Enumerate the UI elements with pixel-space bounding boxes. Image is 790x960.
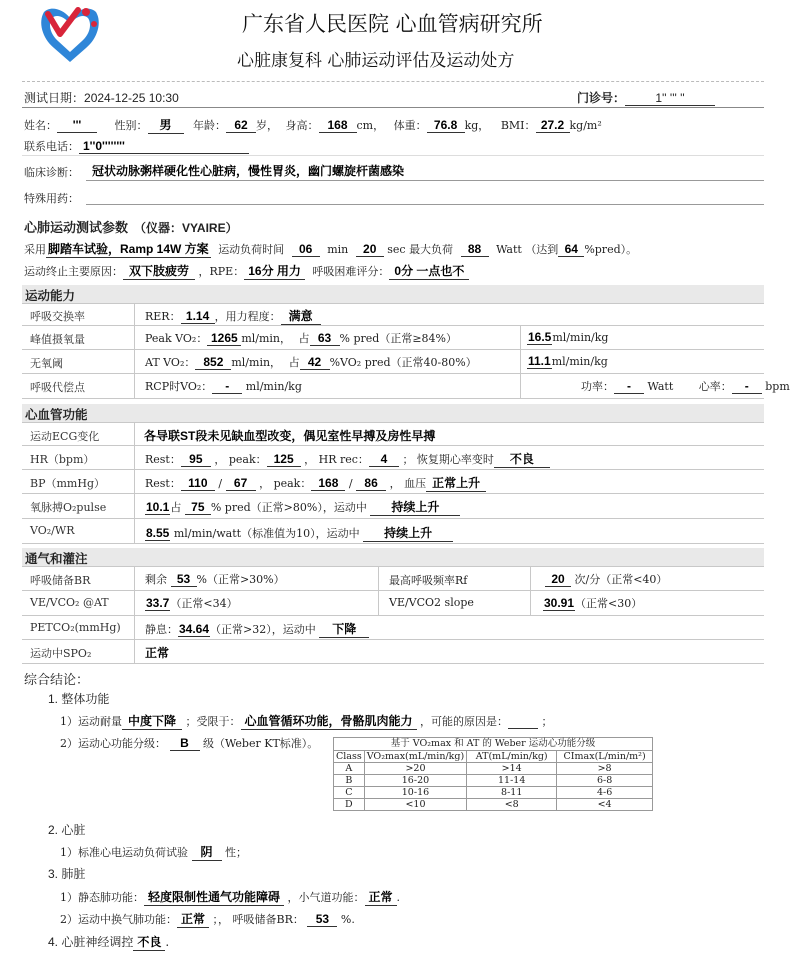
br-row	[22, 566, 764, 591]
s3-2b: ；， 呼吸储备BR：	[212, 913, 304, 926]
peak-row	[22, 326, 764, 350]
s1-2a: 2）运动心功能分级：	[60, 737, 166, 750]
vowr-cell	[134, 519, 764, 543]
dyspnea-value: 0分 一点也不	[389, 262, 469, 280]
hr-row-label: HR（bpm）	[30, 453, 95, 466]
power-label: 功率：	[581, 380, 614, 393]
max-load: 88	[461, 242, 489, 257]
hr-rec-suffix: ； 恢复期心率变时	[402, 453, 494, 466]
medication-row	[24, 190, 79, 206]
slope-label: VE/VCO2 slope	[389, 596, 474, 609]
divider-top	[22, 81, 764, 82]
bp-row	[22, 470, 764, 494]
o2pulse-norm: % pred（正常>80%），运动中	[210, 501, 367, 514]
bp-content	[145, 474, 486, 492]
conclusion-s3: 3. 肺脏	[48, 867, 86, 881]
veat-norm: （正常<34）	[170, 597, 238, 610]
hospital-title: 广东省人民医院 心血管病研究所	[242, 12, 543, 36]
bp-peak-s: 168	[311, 476, 345, 491]
weber-cell: 6-8	[557, 775, 653, 787]
duration-sec: 20	[356, 242, 384, 257]
weber-cell: 10-16	[364, 787, 466, 799]
weber-cell: A	[334, 763, 365, 775]
duration-min: 06	[292, 242, 320, 257]
petco2-cell	[134, 616, 764, 639]
vowr-content	[145, 524, 453, 542]
bp-peak-d: 86	[356, 476, 386, 491]
br-2: 53	[307, 912, 337, 927]
hr-label: 心率：	[698, 380, 732, 393]
petco2-trend: 下降	[319, 620, 369, 638]
s1-2b: 级（Weber KT标准）。	[203, 737, 319, 750]
bmi-unit: kg/m²	[569, 119, 602, 132]
s3-2c: %.	[340, 913, 355, 926]
peak-kg-cell	[520, 326, 764, 349]
rpe-label: ，RPE：	[198, 265, 245, 278]
at-zhan: 占	[288, 356, 300, 369]
weber-cell: >14	[467, 763, 557, 775]
bp-slash-1: /	[218, 477, 223, 490]
conclusion-title: 综合结论：	[24, 672, 90, 687]
vowr-norm: ml/min/watt（标准值为10），运动中	[173, 527, 360, 540]
rf-label: 最高呼吸频率Rf	[389, 574, 468, 587]
peak-kg-unit: ml/min/kg	[552, 331, 609, 344]
rer-label: 呼吸交换率	[30, 310, 85, 323]
br-norm: %（正常>30%）	[196, 573, 285, 586]
conclusion-s3-1	[60, 888, 400, 906]
s1-1d: ；	[541, 715, 553, 728]
bp-cell	[134, 470, 764, 493]
weber-cell: <10	[364, 799, 466, 811]
weight-label: 体重：	[393, 119, 427, 132]
sex-label: 性别：	[114, 119, 148, 132]
weight-unit: kg，	[464, 119, 490, 132]
spo2-value: 正常	[145, 646, 170, 660]
petco2-label: PETCO₂(mmHg)	[30, 621, 121, 634]
veat-value: 33.7	[146, 596, 170, 610]
effort-text: ，用力程度：	[214, 310, 281, 323]
rcp-row	[22, 374, 790, 399]
s3-1b: ，小气道功能：	[287, 891, 365, 904]
rcp-value: -	[212, 379, 242, 394]
vowr-row	[22, 519, 764, 544]
hr-rec-text: ， HR rec：	[304, 453, 369, 466]
rpe-value: 16分 用力	[244, 262, 305, 280]
vowr-value: 8.55	[146, 526, 170, 540]
s2-1b: 性；	[225, 846, 247, 859]
o2pulse-value: 10.1	[146, 500, 170, 514]
at-label: 无氧阈	[30, 357, 63, 370]
vowr-label: VO₂/WR	[30, 524, 75, 537]
o2pulse-trend: 持续上升	[370, 498, 460, 516]
rcp-text: RCP时VO₂：	[145, 380, 213, 393]
peak-text: Peak VO₂：	[145, 332, 208, 345]
test-date-label: 测试日期：	[24, 91, 85, 105]
at-kg: 11.1	[528, 354, 551, 368]
patient-row	[24, 116, 602, 134]
hr-peak-text: ， peak：	[214, 453, 267, 466]
bp-resp-text: ， 血压	[389, 477, 427, 490]
weber-h-class: Class	[334, 751, 365, 763]
s4-label: 4. 心脏神经调控	[48, 935, 134, 949]
s1-1b: ；受限于：	[185, 715, 241, 728]
cause-blank	[508, 715, 538, 729]
medication-underline	[86, 204, 764, 205]
rcp-power-cell	[520, 374, 790, 398]
divider-date	[22, 107, 764, 108]
veat-label: VE/VCO₂ @AT	[30, 596, 109, 609]
slope-cell	[530, 591, 764, 615]
vowr-trend: 持续上升	[363, 524, 453, 542]
br-cell	[134, 567, 378, 590]
protocol: 脚踏车试验，Ramp 14W 方案	[48, 242, 209, 256]
ecg-label: 运动ECG变化	[30, 430, 100, 443]
patient-bmi: 27.2	[536, 118, 570, 133]
weber-cell: >8	[557, 763, 653, 775]
weber-cell: 8-11	[467, 787, 557, 799]
peak-zhan: 占	[298, 332, 310, 345]
s1-1a: 1）运动耐量	[60, 715, 122, 728]
conclusion-s2-1	[60, 843, 247, 861]
bp-rest-text: Rest：	[145, 477, 181, 490]
bp-resp: 正常上升	[426, 474, 486, 492]
weber-header-row	[334, 751, 653, 763]
ecg-row	[22, 422, 764, 446]
hr-unit: bpm	[765, 380, 790, 393]
peak-vo2: 1265	[207, 331, 241, 346]
br-content	[145, 571, 285, 587]
peak-kg-content	[527, 330, 608, 345]
section-exercise: 运动能力	[22, 285, 764, 303]
at-kg-content	[527, 354, 608, 369]
weber-cell: D	[334, 799, 365, 811]
at-norm: %VO₂ pred（正常40-80%）	[329, 356, 477, 369]
phone-row	[24, 138, 249, 154]
br-value: 53	[171, 572, 197, 587]
spo2-label: 运动中SPO₂	[30, 647, 92, 660]
rer-row	[22, 303, 764, 326]
spo2-cell	[134, 640, 764, 663]
test-date-row	[24, 89, 179, 106]
veat-row	[22, 591, 764, 616]
at-unit: ml/min，	[231, 356, 282, 369]
dyspnea-label: 呼吸困难评分：	[312, 265, 390, 278]
params-line-2	[24, 262, 469, 280]
conclusion-s1-1	[60, 712, 553, 730]
o2pulse-cell	[134, 494, 764, 518]
conclusion-s1: 1. 整体功能	[48, 692, 110, 706]
slope-norm: （正常<30）	[575, 597, 643, 610]
at-vo2: 852	[195, 355, 231, 370]
weber-h-at: AT(mL/min/kg)	[467, 751, 557, 763]
clinic-no-row	[577, 89, 715, 106]
rf-label-cell	[378, 567, 530, 590]
br-label: 呼吸储备BR	[30, 574, 91, 587]
patient-age: 62	[226, 118, 256, 133]
peak-norm: % pred（正常≥84%）	[339, 332, 457, 345]
patient-phone: 1''0''''''''	[79, 139, 249, 154]
weber-grid	[333, 750, 653, 811]
params-line-1	[24, 240, 637, 258]
s1-1c: ，可能的原因是：	[420, 715, 509, 728]
slope-content	[543, 595, 642, 611]
rcp-content	[145, 378, 302, 394]
phone-label: 联系电话：	[24, 140, 79, 153]
bp-peak-text: ， peak：	[259, 477, 312, 490]
hr-rest: 95	[181, 452, 211, 467]
power-unit: Watt	[647, 380, 674, 393]
petco2-text: 静息：	[145, 623, 178, 636]
patient-name: '''	[57, 118, 97, 133]
weber-cell: C	[334, 787, 365, 799]
height-unit: cm，	[356, 119, 385, 132]
hr-chrono: 不良	[494, 450, 550, 468]
weber-cell: 16-20	[364, 775, 466, 787]
weber-row	[334, 775, 653, 787]
ecg-cell	[134, 423, 764, 445]
diagnosis-value: 冠状动脉粥样硬化性心脏病，慢性胃炎，幽门螺旋杆菌感染	[92, 164, 405, 178]
section-cardio: 心血管功能	[22, 404, 764, 422]
at-kg-cell	[520, 350, 764, 373]
rf-value: 20	[545, 572, 571, 587]
spo2-row	[22, 640, 764, 664]
slope-label-cell	[378, 591, 530, 615]
diagnosis-underline	[86, 180, 764, 181]
peak-kg: 16.5	[528, 330, 552, 344]
rf-content	[545, 571, 667, 587]
peak-cell	[134, 326, 520, 349]
params-title	[24, 217, 238, 236]
params-l1d: （达到	[525, 243, 559, 256]
divider-phone	[22, 155, 764, 156]
params-title-text: 心肺运动测试参数	[24, 220, 129, 235]
hr-content	[145, 450, 550, 468]
veat-content	[145, 595, 238, 611]
bp-rest-s: 110	[181, 476, 215, 491]
rer-text: RER：	[145, 310, 181, 323]
power-value: -	[614, 379, 644, 394]
petco2-value: 34.64	[179, 622, 210, 636]
static-lung: 轻度限制性通气功能障碍	[144, 888, 284, 906]
patient-sex: 男	[148, 116, 184, 134]
rcp-power-content	[581, 378, 790, 394]
at-kg-unit: ml/min/kg	[551, 355, 608, 368]
min-unit: min	[327, 243, 349, 256]
ecg-value: 各导联ST段未见缺血型改变，偶见室性早搏及房性早搏	[144, 429, 436, 443]
medication-label: 特殊用药：	[24, 192, 79, 205]
hr-rest-text: Rest：	[145, 453, 181, 466]
hospital-logo	[34, 4, 106, 66]
rf-cell	[530, 567, 764, 590]
age-label: 年龄：	[193, 119, 226, 132]
rcp-cell	[134, 374, 520, 398]
rer-cell	[134, 304, 764, 325]
effort-value: 满意	[281, 307, 321, 325]
bp-slash-2: /	[348, 477, 353, 490]
conclusion-s4	[48, 933, 169, 951]
section-vent: 通气和灌注	[22, 548, 764, 566]
o2pulse-pct: 75	[185, 500, 211, 515]
weber-table	[333, 737, 653, 811]
weber-row	[334, 763, 653, 775]
weber-h-ci: CImax(L/min/m²)	[557, 751, 653, 763]
params-l1c: 最大负荷	[409, 243, 454, 256]
weber-h-vo2: VO₂max(mL/min/kg)	[364, 751, 466, 763]
bp-label: BP（mmHg）	[30, 477, 105, 490]
s4-b: .	[165, 935, 170, 949]
params-instrument: （仪器：VYAIRE）	[134, 221, 238, 235]
params-l1b: 运动负荷时间	[218, 243, 285, 256]
hr-cell	[134, 446, 764, 469]
weber-cell: <4	[557, 799, 653, 811]
slope-value: 30.91	[544, 596, 575, 610]
at-text: AT VO₂：	[145, 356, 196, 369]
patient-weight: 76.8	[427, 118, 465, 133]
params-l1e: %pred）。	[584, 243, 638, 256]
petco2-content	[145, 620, 369, 638]
weber-cell: 4-6	[557, 787, 653, 799]
rf-norm: 次/分（正常<40）	[574, 573, 668, 586]
petco2-norm: （正常>32），运动中	[210, 623, 316, 636]
hr-rec: 4	[369, 452, 399, 467]
conclusion-s3-2	[60, 910, 355, 928]
peak-unit: ml/min，	[241, 332, 292, 345]
params-l2a: 运动终止主要原因：	[24, 265, 123, 278]
clinic-no: 1'' ''' ''	[625, 91, 715, 106]
rer-content	[145, 307, 321, 325]
age-unit: 岁，	[256, 119, 278, 132]
hr-peak: 125	[267, 452, 301, 467]
diagnosis-row	[24, 164, 79, 180]
weber-cell: >20	[364, 763, 466, 775]
conclusion-s2: 2. 心脏	[48, 823, 86, 837]
o2pulse-zhan: 占	[170, 501, 182, 514]
sec-unit: sec	[387, 243, 406, 256]
test-date: 2024-12-25 10:30	[84, 91, 179, 105]
params-l1a: 采用	[24, 243, 46, 256]
weber-title: 基于 VO₂max 和 AT 的 Weber 运动心功能分级	[333, 737, 653, 750]
diagnosis-label: 临床诊断：	[24, 166, 79, 179]
at-content	[145, 354, 477, 370]
tolerance: 中度下降	[122, 712, 182, 730]
o2pulse-label: 氧脉搏O₂pulse	[30, 501, 107, 514]
height-label: 身高：	[285, 119, 319, 132]
hr-value: -	[732, 379, 762, 394]
pct-pred: 64	[558, 242, 584, 257]
rer-value: 1.14	[181, 309, 215, 324]
weber-cell: 11-14	[467, 775, 557, 787]
br-text: 剩余	[145, 573, 167, 586]
s3-1c: .	[396, 891, 401, 904]
hr-row	[22, 446, 764, 470]
peak-label: 峰值摄氧量	[30, 333, 85, 346]
weber-row	[334, 799, 653, 811]
bmi-label: BMI：	[500, 119, 536, 132]
rcp-label: 呼吸代偿点	[30, 381, 85, 394]
stop-reason: 双下肢疲劳	[123, 262, 195, 280]
s2-1a: 1）标准心电运动负荷试验	[60, 846, 188, 859]
at-row	[22, 350, 764, 374]
weber-cell: <8	[467, 799, 557, 811]
weber-grade: B	[170, 736, 200, 751]
o2pulse-content	[145, 498, 460, 516]
weber-cell: B	[334, 775, 365, 787]
petco2-row	[22, 616, 764, 640]
s3-2a: 2）运动中换气肺功能：	[60, 913, 177, 926]
gas-exchange: 正常	[177, 910, 209, 928]
rcp-unit: ml/min/kg	[245, 380, 302, 393]
peak-pct: 63	[310, 331, 340, 346]
veat-cell	[134, 591, 378, 615]
small-airway: 正常	[365, 888, 397, 906]
bp-rest-d: 67	[226, 476, 256, 491]
clinic-no-label: 门诊号：	[577, 91, 626, 105]
weber-row	[334, 787, 653, 799]
name-label: 姓名：	[24, 119, 57, 132]
report-title: 心脏康复科 心肺运动评估及运动处方	[237, 51, 515, 71]
conclusion-s1-2	[60, 735, 318, 751]
neuro-result: 不良	[133, 933, 165, 951]
ecg-result: 阴	[192, 843, 222, 861]
at-cell	[134, 350, 520, 373]
load-unit: Watt	[496, 243, 522, 256]
peak-content	[145, 330, 457, 346]
at-pct: 42	[300, 355, 330, 370]
patient-height: 168	[319, 118, 357, 133]
s3-1a: 1）静态肺功能：	[60, 891, 144, 904]
o2pulse-row	[22, 494, 764, 519]
limit: 心血管循环功能，骨骼肌肉能力	[241, 712, 417, 730]
